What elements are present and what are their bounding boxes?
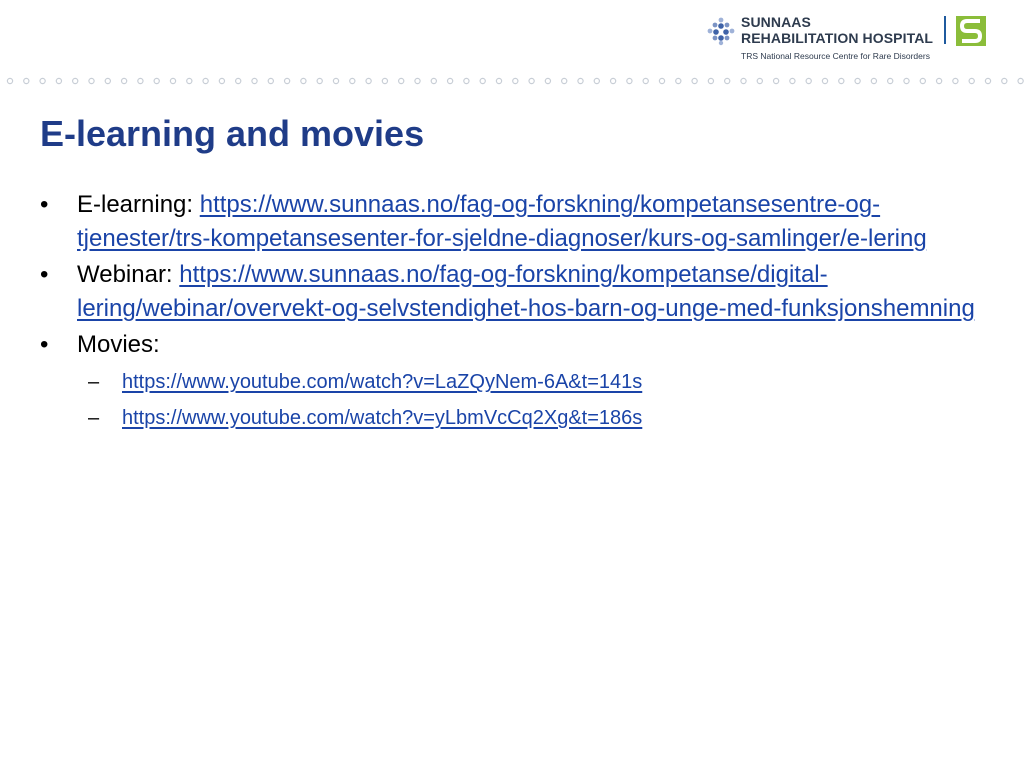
separator-dot [464,78,469,83]
logo-line-sunnaas: SUNNAAS [741,14,811,30]
separator-dot [725,78,730,83]
separator-dot [154,78,159,83]
separator-dot [187,78,192,83]
separator-dot [170,78,175,83]
separator-dot [366,78,371,83]
separator-dot [871,78,876,83]
movie-item [40,364,980,400]
dotted-separator [0,75,1024,87]
separator-dot [920,78,925,83]
logo-dots-icon [706,16,736,46]
separator-dot [594,78,599,83]
logo-line-trs: TRS National Resource Centre for Rare Disorders [741,51,930,61]
sunnaas-logo [706,14,996,66]
separator-dot [333,78,338,83]
separator-dot [415,78,420,83]
separator-dot [676,78,681,83]
bullet-glyph: • [40,261,49,288]
separator-dot [529,78,534,83]
separator-dot [969,78,974,83]
separator-dot [578,78,583,83]
separator-dot [138,78,143,83]
separator-dot [73,78,78,83]
separator-dot [1002,78,1007,83]
separator-dot [741,78,746,83]
separator-dot [790,78,795,83]
separator-dot [317,78,322,83]
separator-dot [545,78,550,83]
separator-dot [855,78,860,83]
separator-dot [236,78,241,83]
separator-dot [40,78,45,83]
separator-dot [985,78,990,83]
separator-dot [627,78,632,83]
separator-dot [301,78,306,83]
bullet-label: E-learning: [77,191,200,218]
separator-dot [839,78,844,83]
logo-line-rehabilitation: REHABILITATION HOSPITAL [741,30,934,46]
separator-dot [611,78,616,83]
bullet-label: Movies: [77,331,160,358]
slide-body [40,188,980,436]
separator-dot [806,78,811,83]
webinar-link[interactable]: https://www.sunnaas.no/fag-og-forskning/kompetanse/digital-lering/webinar/overvekt-og-selvstendighet-hos-barn-og-unge-med-funksjonshemning [77,261,975,322]
separator-dot [953,78,958,83]
separator-dot [399,78,404,83]
separator-dot [822,78,827,83]
slide-title: E-learning and movies [40,113,425,154]
separator-dot [708,78,713,83]
separator-dot [24,78,29,83]
separator-dot [7,78,12,83]
separator-dot [89,78,94,83]
separator-dot [692,78,697,83]
separator-dot [431,78,436,83]
bullet-webinar [40,258,980,326]
separator-dot [937,78,942,83]
movie-link-2[interactable]: https://www.youtube.com/watch?v=yLbmVcCq2Xg&t=186s [122,407,643,429]
separator-dot [252,78,257,83]
separator-dot [513,78,518,83]
separator-dot [659,78,664,83]
bullet-glyph: • [40,331,49,358]
bullet-elearning [40,188,980,256]
separator-dot [56,78,61,83]
bullet-label: Webinar: [77,261,180,288]
bullet-glyph: • [40,191,49,218]
bullet-movies [40,328,980,362]
separator-dot [562,78,567,83]
sub-bullet-glyph: – [88,407,100,429]
trs-s-mark-icon [956,16,986,46]
logo-divider [944,16,946,44]
separator-dot [904,78,909,83]
movie-item [40,400,980,436]
sub-bullet-glyph: – [88,371,100,393]
elearning-link[interactable]: https://www.sunnaas.no/fag-og-forskning/kompetansesentre-og-tjenester/trs-kompetansesenter-for-sjeldne-diagnoser/kurs-og-samlinger/e-lering [77,191,927,252]
separator-dot [480,78,485,83]
separator-dot [448,78,453,83]
separator-dot [105,78,110,83]
separator-dot [643,78,648,83]
separator-dot [219,78,224,83]
separator-dot [203,78,208,83]
separator-dot [888,78,893,83]
separator-dot [774,78,779,83]
movie-link-1[interactable]: https://www.youtube.com/watch?v=LaZQyNem-6A&t=141s [122,371,643,393]
separator-dot [496,78,501,83]
separator-dot [285,78,290,83]
logo-wordmark [741,14,933,61]
separator-dot [122,78,127,83]
slide-header [0,0,1024,70]
separator-dot [1018,78,1023,83]
separator-dot [757,78,762,83]
separator-dot [268,78,273,83]
separator-dot [350,78,355,83]
separator-dot [382,78,387,83]
